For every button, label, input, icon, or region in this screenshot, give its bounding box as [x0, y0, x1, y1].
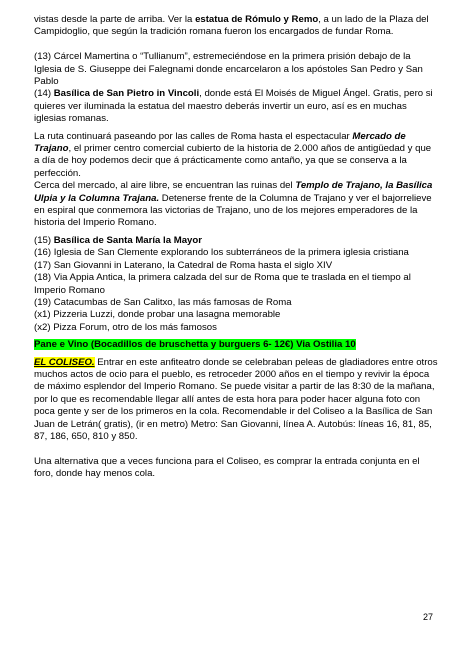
text: Cerca del mercado, al aire libre, se encuentran las ruinas del — [34, 180, 296, 192]
text: (15) — [34, 234, 54, 246]
list-item-16: (16) Iglesia de San Clemente explorando los subterráneos de la primera iglesia cristiana — [34, 247, 409, 259]
spacer — [34, 443, 438, 455]
bold-italic-text: Mercado de Trajano — [34, 130, 406, 155]
list-item-x2: (x2) Pizza Forum, otro de los más famosos — [34, 321, 217, 333]
paragraph-romulo-remo — [34, 14, 438, 39]
list-item-18: (18) Via Appia Antica, la primera calzada del sur de Roma que te traslada en el tiempo al Imperio Romano — [34, 272, 411, 296]
text: , donde está El Moisés de Miguel Ángel. Gratis, pero si quieres ver iluminada la estatua del maestro deberás invertir un euro, así es en muchas iglesias romanas. — [34, 88, 433, 125]
coliseo-heading: EL COLISEO. — [34, 356, 95, 368]
bold-text: estatua de Rómulo y Remo — [195, 14, 319, 25]
bold-text: Basílica de Santa María la Mayor — [53, 234, 202, 246]
paragraph-coliseo — [34, 357, 438, 444]
bold-italic-text: Templo de Trajano, la Basílica Ulpia y la Columna Trajana. — [34, 180, 433, 204]
text: Entrar en este anfiteatro donde se celebraban peleas de gladiadores entre otros muchos actos de ocio para el pueblo, es retroceder 2000 años en el tiempo y revivir la época de máximo esplendor del Imperio Romano. Se puede visitar a partir de las 8:30 de la mañana, por lo que es recomendable llegar allí antes de esta hora para poder hacer alguna foto con poca gente y ser de los primeros en la cola. Recomendable ir del Coliseo a la Basílica de San Juan de Letrán( gratis), (ir en metro) Metro: San Giovanni, línea A. Autobús: líneas 16, 81, 85, 87, 186, 650, 810 y 850. — [34, 356, 438, 442]
text: (14) — [34, 88, 54, 100]
text: , el primer centro comercial cubierto de la historia de 2.000 años de antigüedad y que a día de hoy podemos decir que á prácticamente como antaño, ya que se conserva a la perfección. — [34, 143, 432, 179]
list-item-x1: (x1) Pizzeria Luzzi, donde probar una lasagna memorable — [34, 309, 281, 321]
bold-text: Basílica de San Pietro in Vincoli — [53, 88, 200, 100]
text: , a un lado de la Plaza del Campidoglio, que según la tradición romana fueron los encargados de fundar Roma. — [34, 14, 429, 38]
text: Detenerse frente de la Columna de Trajano y ver el bajorrelieve en espiral que conmemora las victorias de Trajano, uno de los mejores emperadores de la historia del Imperio Romano. — [34, 192, 432, 229]
spacer — [34, 39, 438, 51]
paragraph-cerca-mercado — [34, 180, 438, 230]
page-number: 27 — [423, 612, 434, 622]
paragraph-alternativa: Una alternativa que a veces funciona para el Coliseo, es comprar la entrada conjunta en el foro, donde hay menos cola. — [34, 455, 420, 480]
document-page — [34, 14, 438, 481]
list-item-14 — [34, 88, 438, 125]
list-item-15 — [34, 235, 438, 247]
list-item-13: (13) Cárcel Mamertina o “Tullianum”, estremeciéndose en la primera prisión debajo de la Iglesia de S. Giuseppe dei Falegnami donde encarcelaron a los apóstoles San Pedro y San Pablo — [34, 51, 423, 88]
text: vistas desde la parte de arriba. Ver la — [34, 14, 196, 25]
highlight-pane-e-vino — [34, 339, 438, 351]
green-highlighted-text: Pane e Vino (Bocadillos de bruschetta y burguers 6- 12€) Via Ostilia 10 — [34, 339, 356, 351]
list-item-19: (19) Catacumbas de San Calitxo, las más famosas de Roma — [34, 296, 292, 308]
text: La ruta continuará paseando por las calles de Roma hasta el espectacular — [34, 130, 353, 142]
list-item-17: (17) San Giovanni in Laterano, la Catedral de Roma hasta el siglo XIV — [34, 259, 333, 271]
paragraph-ruta — [34, 131, 438, 181]
